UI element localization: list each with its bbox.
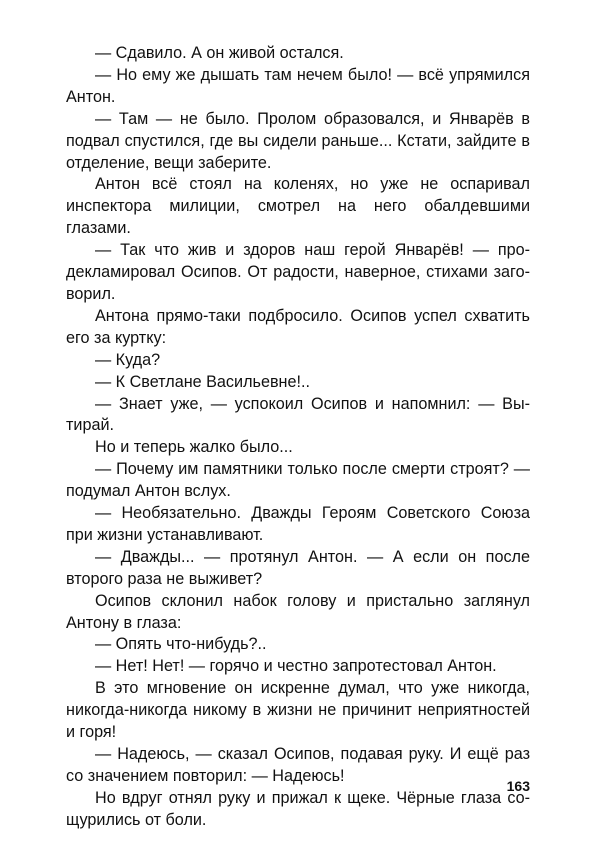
paragraph: — Знает уже, — успокоил Осипов и напомнил: — Вытирай.: [66, 394, 530, 435]
paragraph: — Опять что-нибудь?..: [95, 635, 267, 654]
paragraph: — Надеюсь, — сказал Осипов, подавая руку. И ещё раз со значением повторил: — Надеюсь!: [66, 745, 530, 785]
paragraph: — Нет! Нет! — горячо и честно запротестовал Антон.: [95, 657, 497, 676]
paragraph: — К Светлане Васильевне!..: [95, 372, 310, 391]
paragraph: Но и теперь жалко было...: [95, 438, 293, 457]
paragraph: — Сдавило. А он живой остался.: [95, 44, 344, 62]
paragraph: Антона прямо-таки подбросило. Осипов успел схватить его за куртку:: [66, 306, 530, 347]
page-number: 163: [506, 778, 530, 794]
paragraph: — Так что жив и здоров наш герой Январёв! — продекламировал Осипов. От радости, наверное, стихами заговорил.: [66, 241, 530, 303]
page-text: [66, 43, 530, 832]
paragraph: — Необязательно. Дважды Героям Советского Союза при жизни устанавливают.: [66, 504, 530, 544]
paragraph: Антон всё стоял на коленях, но уже не оспаривал инспектора милиции, смотрел на него обалдевшими глазами.: [66, 175, 530, 238]
paragraph: — Там — не было. Пролом образовался, и Январёв в подвал спустился, где вы сидели раньше... Кстати, зайдите в отделение, вещи заберите.: [66, 109, 530, 172]
paragraph: В это мгновение он искренне думал, что уже никогда, никогда-никогда никому в жизни не причинит неприятностей и горя!: [66, 679, 530, 742]
paragraph: — Куда?: [95, 350, 161, 369]
paragraph: Но вдруг отнял руку и прижал к щеке. Чёрные глаза сощурились от боли.: [66, 788, 530, 829]
paragraph: — Дважды... — протянул Антон. — А если он после второго раза не выживет?: [66, 547, 530, 588]
paragraph: Осипов склонил набок голову и пристально заглянул Антону в глаза:: [66, 591, 530, 632]
paragraph: — Но ему же дышать там нечем было! — всё упрямился Антон.: [66, 65, 530, 106]
paragraph: — Почему им памятники только после смерти строят? — подумал Антон вслух.: [66, 460, 530, 501]
